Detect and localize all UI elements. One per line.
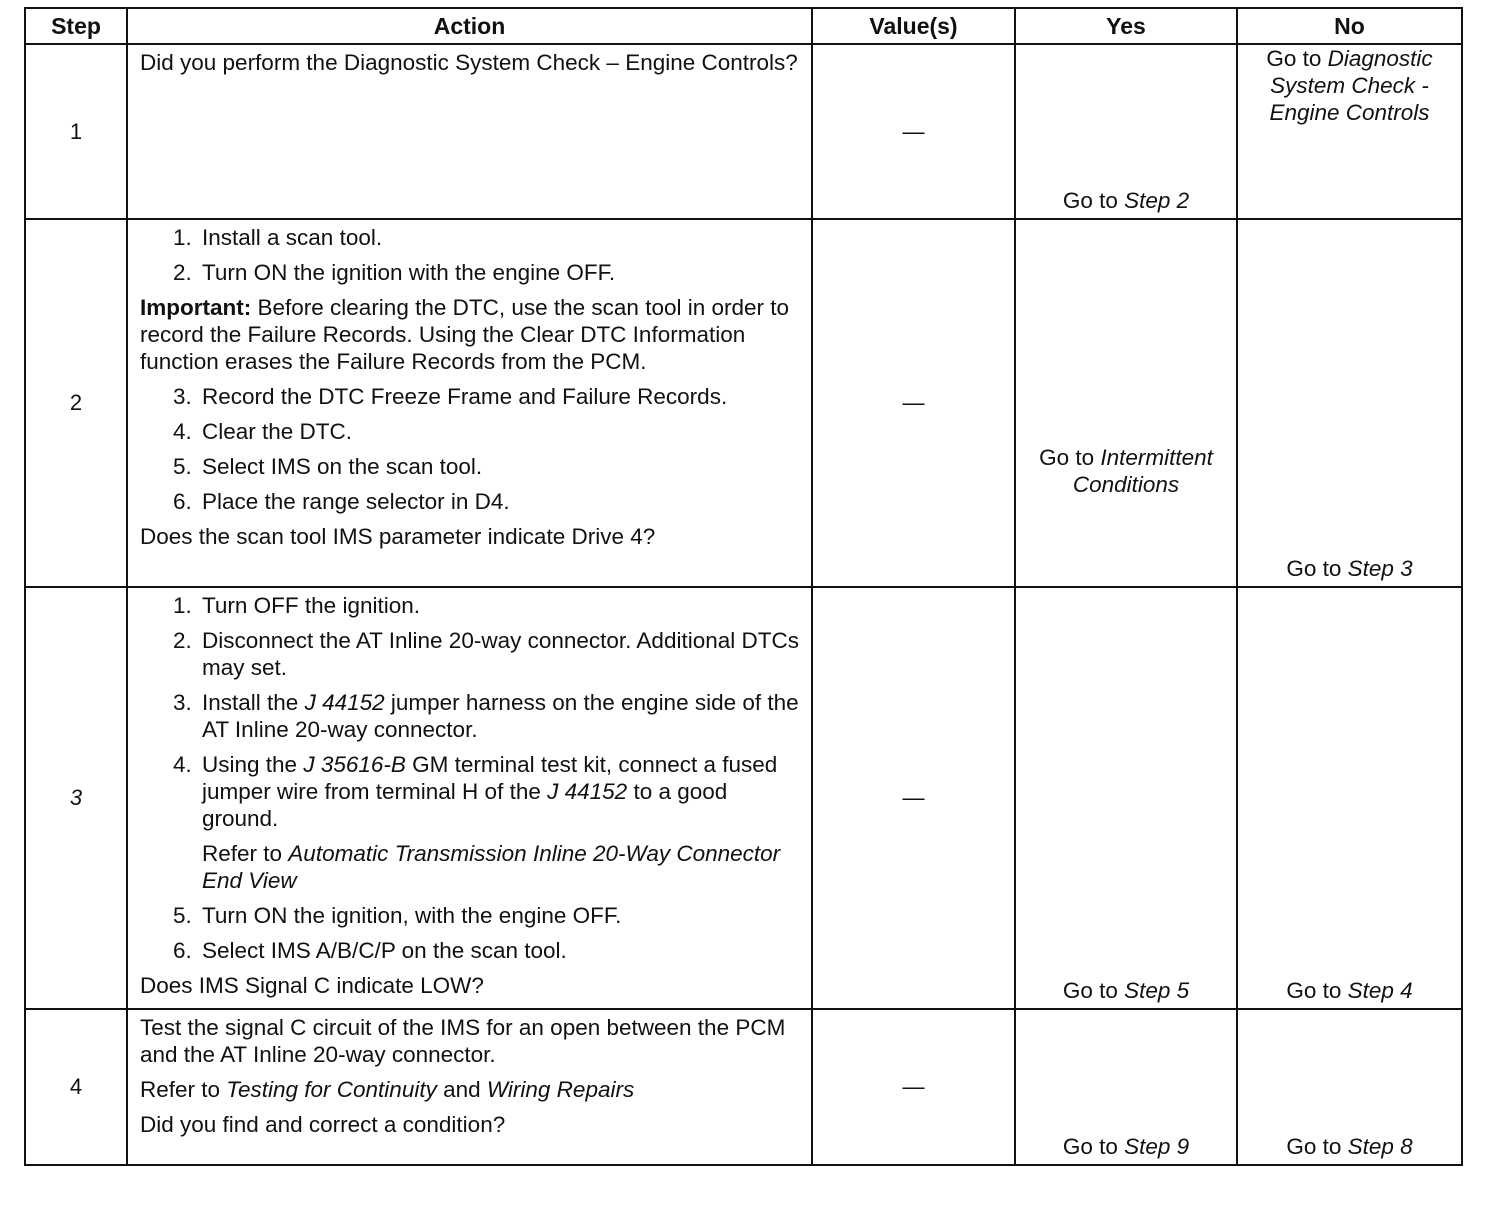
diagnostic-table (24, 7, 1463, 1166)
goto-prefix: Go to (1286, 556, 1348, 581)
instruction-item: 1. Turn OFF the ignition. (198, 592, 803, 619)
no-cell (1237, 44, 1462, 219)
tool-name: J 35616-B (303, 752, 406, 777)
table-row (25, 1009, 1462, 1165)
refer-link[interactable]: Testing for Continuity (226, 1077, 437, 1102)
goto-prefix: Go to (1266, 46, 1328, 71)
header-yes: Yes (1015, 8, 1237, 44)
instruction-item: 6. Place the range selector in D4. (198, 488, 803, 515)
instruction-item: 4. Clear the DTC. (198, 418, 803, 445)
item-text: GM terminal test kit, connect a fused jumper wire from terminal H of the (202, 752, 778, 804)
important-note (140, 294, 803, 375)
goto-link[interactable]: Step 2 (1124, 188, 1190, 213)
goto-link[interactable]: Step 4 (1347, 978, 1413, 1003)
value-cell: — (812, 1009, 1015, 1165)
step-number: 2 (25, 219, 127, 587)
tool-name: J 44152 (547, 779, 628, 804)
refer-link[interactable]: Automatic Transmission Inline 20-Way Connector End View (202, 841, 781, 893)
goto-link[interactable]: Step 3 (1347, 556, 1413, 581)
header-row (25, 8, 1462, 44)
value-cell: — (812, 44, 1015, 219)
goto-prefix: Go to (1062, 1134, 1125, 1159)
action-question: Does IMS Signal C indicate LOW? (140, 973, 484, 998)
refer-prefix: Refer to (140, 1077, 227, 1102)
goto-link[interactable]: Step 9 (1124, 1134, 1190, 1159)
step-number: 3 (25, 587, 127, 1009)
refer-note (198, 840, 803, 894)
action-text: Test the signal C circuit of the IMS for an open between the PCM and the AT Inline 20-way connector. (140, 1015, 786, 1067)
instruction-item (198, 689, 803, 743)
action-cell (127, 1009, 812, 1165)
item-text: Install the (202, 690, 305, 715)
header-action: Action (127, 8, 812, 44)
item-text: to a good ground. (202, 779, 728, 831)
instruction-list (140, 902, 803, 964)
no-goto[interactable] (1238, 977, 1461, 1004)
action-question: Did you find and correct a condition? (140, 1112, 506, 1137)
goto-link[interactable]: Diagnostic System Check - Engine Controls (1269, 46, 1433, 125)
no-goto[interactable] (1238, 1133, 1461, 1160)
yes-goto[interactable] (1016, 977, 1236, 1004)
tool-name: J 44152 (304, 690, 385, 715)
refer-link[interactable]: Wiring Repairs (486, 1077, 635, 1102)
item-text: jumper harness on the engine side of the AT Inline 20-way connector. (202, 690, 799, 742)
value-cell: — (812, 587, 1015, 1009)
no-goto[interactable] (1238, 555, 1461, 582)
no-cell (1237, 1009, 1462, 1165)
yes-goto[interactable] (1016, 187, 1236, 214)
important-text: Before clearing the DTC, use the scan tool in order to record the Failure Records. Using the Clear DTC Information function erases the Failure Records from the PCM. (140, 295, 790, 374)
action-cell (127, 219, 812, 587)
step-number: 4 (25, 1009, 127, 1165)
goto-link[interactable]: Step 5 (1124, 978, 1190, 1003)
yes-cell (1015, 44, 1237, 219)
goto-link[interactable]: Step 8 (1347, 1134, 1413, 1159)
instruction-item: 2. Disconnect the AT Inline 20-way connector. Additional DTCs may set. (198, 627, 803, 681)
instruction-item: 1. Install a scan tool. (198, 224, 803, 251)
yes-cell (1015, 1009, 1237, 1165)
goto-prefix: Go to (1039, 445, 1101, 470)
instruction-list (140, 383, 803, 515)
instruction-item: 6. Select IMS A/B/C/P on the scan tool. (198, 937, 803, 964)
refer-prefix: Refer to (202, 841, 289, 866)
no-cell (1237, 219, 1462, 587)
no-goto[interactable] (1238, 45, 1461, 126)
goto-prefix: Go to (1062, 188, 1125, 213)
header-no: No (1237, 8, 1462, 44)
important-label: Important: (140, 295, 252, 320)
goto-link[interactable]: Intermittent Conditions (1072, 445, 1213, 497)
table-row (25, 219, 1462, 587)
no-cell (1237, 587, 1462, 1009)
instruction-item (198, 751, 803, 832)
goto-prefix: Go to (1062, 978, 1125, 1003)
action-question: Did you perform the Diagnostic System Check – Engine Controls? (140, 50, 798, 75)
item-text: Using the (202, 752, 304, 777)
step-number: 1 (25, 44, 127, 219)
instruction-item: 5. Turn ON the ignition, with the engine OFF. (198, 902, 803, 929)
refer-note (140, 1076, 803, 1103)
action-cell (127, 44, 812, 219)
instruction-item: 3. Record the DTC Freeze Frame and Failure Records. (198, 383, 803, 410)
instruction-list (140, 224, 803, 286)
yes-cell (1015, 587, 1237, 1009)
instruction-list (140, 592, 803, 832)
header-step: Step (25, 8, 127, 44)
goto-prefix: Go to (1286, 978, 1348, 1003)
value-cell: — (812, 219, 1015, 587)
action-cell (127, 587, 812, 1009)
refer-and: and (436, 1077, 487, 1102)
action-question: Does the scan tool IMS parameter indicate Drive 4? (140, 524, 656, 549)
header-values: Value(s) (812, 8, 1015, 44)
instruction-item: 5. Select IMS on the scan tool. (198, 453, 803, 480)
yes-goto[interactable] (1016, 444, 1236, 498)
table-row (25, 587, 1462, 1009)
instruction-item: 2. Turn ON the ignition with the engine OFF. (198, 259, 803, 286)
yes-cell (1015, 219, 1237, 587)
table-row (25, 44, 1462, 219)
yes-goto[interactable] (1016, 1133, 1236, 1160)
goto-prefix: Go to (1286, 1134, 1348, 1159)
